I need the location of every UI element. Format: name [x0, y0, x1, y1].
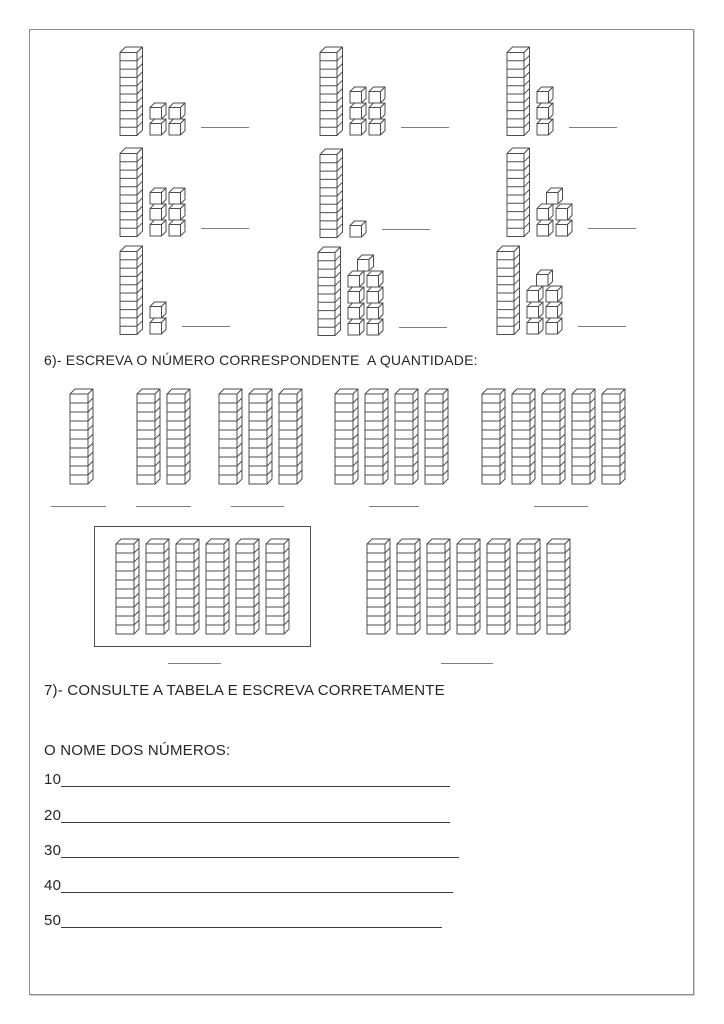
write-line[interactable] — [61, 857, 459, 858]
unit-cubes — [149, 102, 187, 137]
tens-units-item — [319, 46, 449, 137]
tens-rod — [119, 46, 144, 137]
answer-blank[interactable] — [534, 506, 588, 507]
number-name-row — [44, 841, 459, 858]
number-label: 50 — [44, 912, 62, 929]
tens-units-item — [317, 246, 447, 337]
rod-group-4 — [334, 388, 449, 485]
number-name-row — [44, 806, 450, 823]
tens-rod — [506, 46, 531, 137]
answer-blank[interactable] — [569, 127, 617, 128]
exercise6-title: 6)- ESCREVA O NÚMERO CORRESPONDENTE A QUANTIDADE: — [44, 352, 478, 368]
tens-units-item — [119, 147, 249, 238]
tens-rod — [317, 246, 342, 337]
tens-rod — [119, 245, 144, 336]
answer-blank[interactable] — [231, 506, 284, 507]
write-line[interactable] — [61, 927, 442, 928]
rod-group-1 — [69, 388, 94, 485]
answer-blank[interactable] — [201, 127, 249, 128]
rod-group-3 — [218, 388, 303, 485]
unit-cubes — [347, 254, 385, 337]
tens-units-item — [319, 148, 430, 239]
answer-blank[interactable] — [382, 229, 430, 230]
exercise7-title: 7)- CONSULTE A TABELA E ESCREVA CORRETAMENTE — [44, 682, 445, 699]
answer-blank[interactable] — [399, 327, 447, 328]
number-name-row — [44, 876, 453, 893]
number-label: 40 — [44, 877, 62, 894]
answer-blank[interactable] — [441, 663, 493, 664]
unit-cubes — [149, 187, 187, 238]
answer-blank[interactable] — [588, 228, 636, 229]
tens-rod — [119, 147, 144, 238]
rod-group-2 — [136, 388, 191, 485]
answer-blank[interactable] — [201, 228, 249, 229]
answer-blank[interactable] — [182, 326, 230, 327]
tens-rod — [319, 148, 344, 239]
worksheet-page — [29, 29, 694, 995]
tens-rod — [506, 147, 531, 238]
tens-units-item — [119, 46, 249, 137]
answer-blank[interactable] — [578, 326, 626, 327]
write-line[interactable] — [61, 892, 453, 893]
unit-cubes — [349, 220, 368, 239]
exercise7-subtitle: O NOME DOS NÚMEROS: — [44, 742, 231, 759]
write-line[interactable] — [61, 822, 450, 823]
rod-group-7 — [366, 538, 571, 635]
tens-rod — [496, 245, 521, 336]
number-name-row — [44, 911, 442, 928]
number-label: 10 — [44, 771, 62, 788]
write-line[interactable] — [61, 786, 450, 787]
rod-group-5 — [481, 388, 626, 485]
answer-blank[interactable] — [168, 663, 221, 664]
unit-cubes — [536, 187, 574, 238]
unit-cubes — [349, 86, 387, 137]
number-label: 20 — [44, 807, 62, 824]
answer-blank[interactable] — [401, 127, 449, 128]
tens-units-item — [506, 147, 636, 238]
tens-units-item — [496, 245, 626, 336]
answer-blank[interactable] — [369, 506, 419, 507]
boxed-rod-group-6 — [94, 526, 311, 647]
unit-cubes — [526, 269, 564, 336]
tens-rod — [319, 46, 344, 137]
unit-cubes — [536, 86, 555, 137]
tens-units-item — [119, 245, 230, 336]
number-name-row — [44, 770, 450, 787]
tens-units-item — [506, 46, 617, 137]
answer-blank[interactable] — [136, 506, 191, 507]
answer-blank[interactable] — [51, 506, 106, 507]
number-label: 30 — [44, 842, 62, 859]
unit-cubes — [149, 301, 168, 336]
